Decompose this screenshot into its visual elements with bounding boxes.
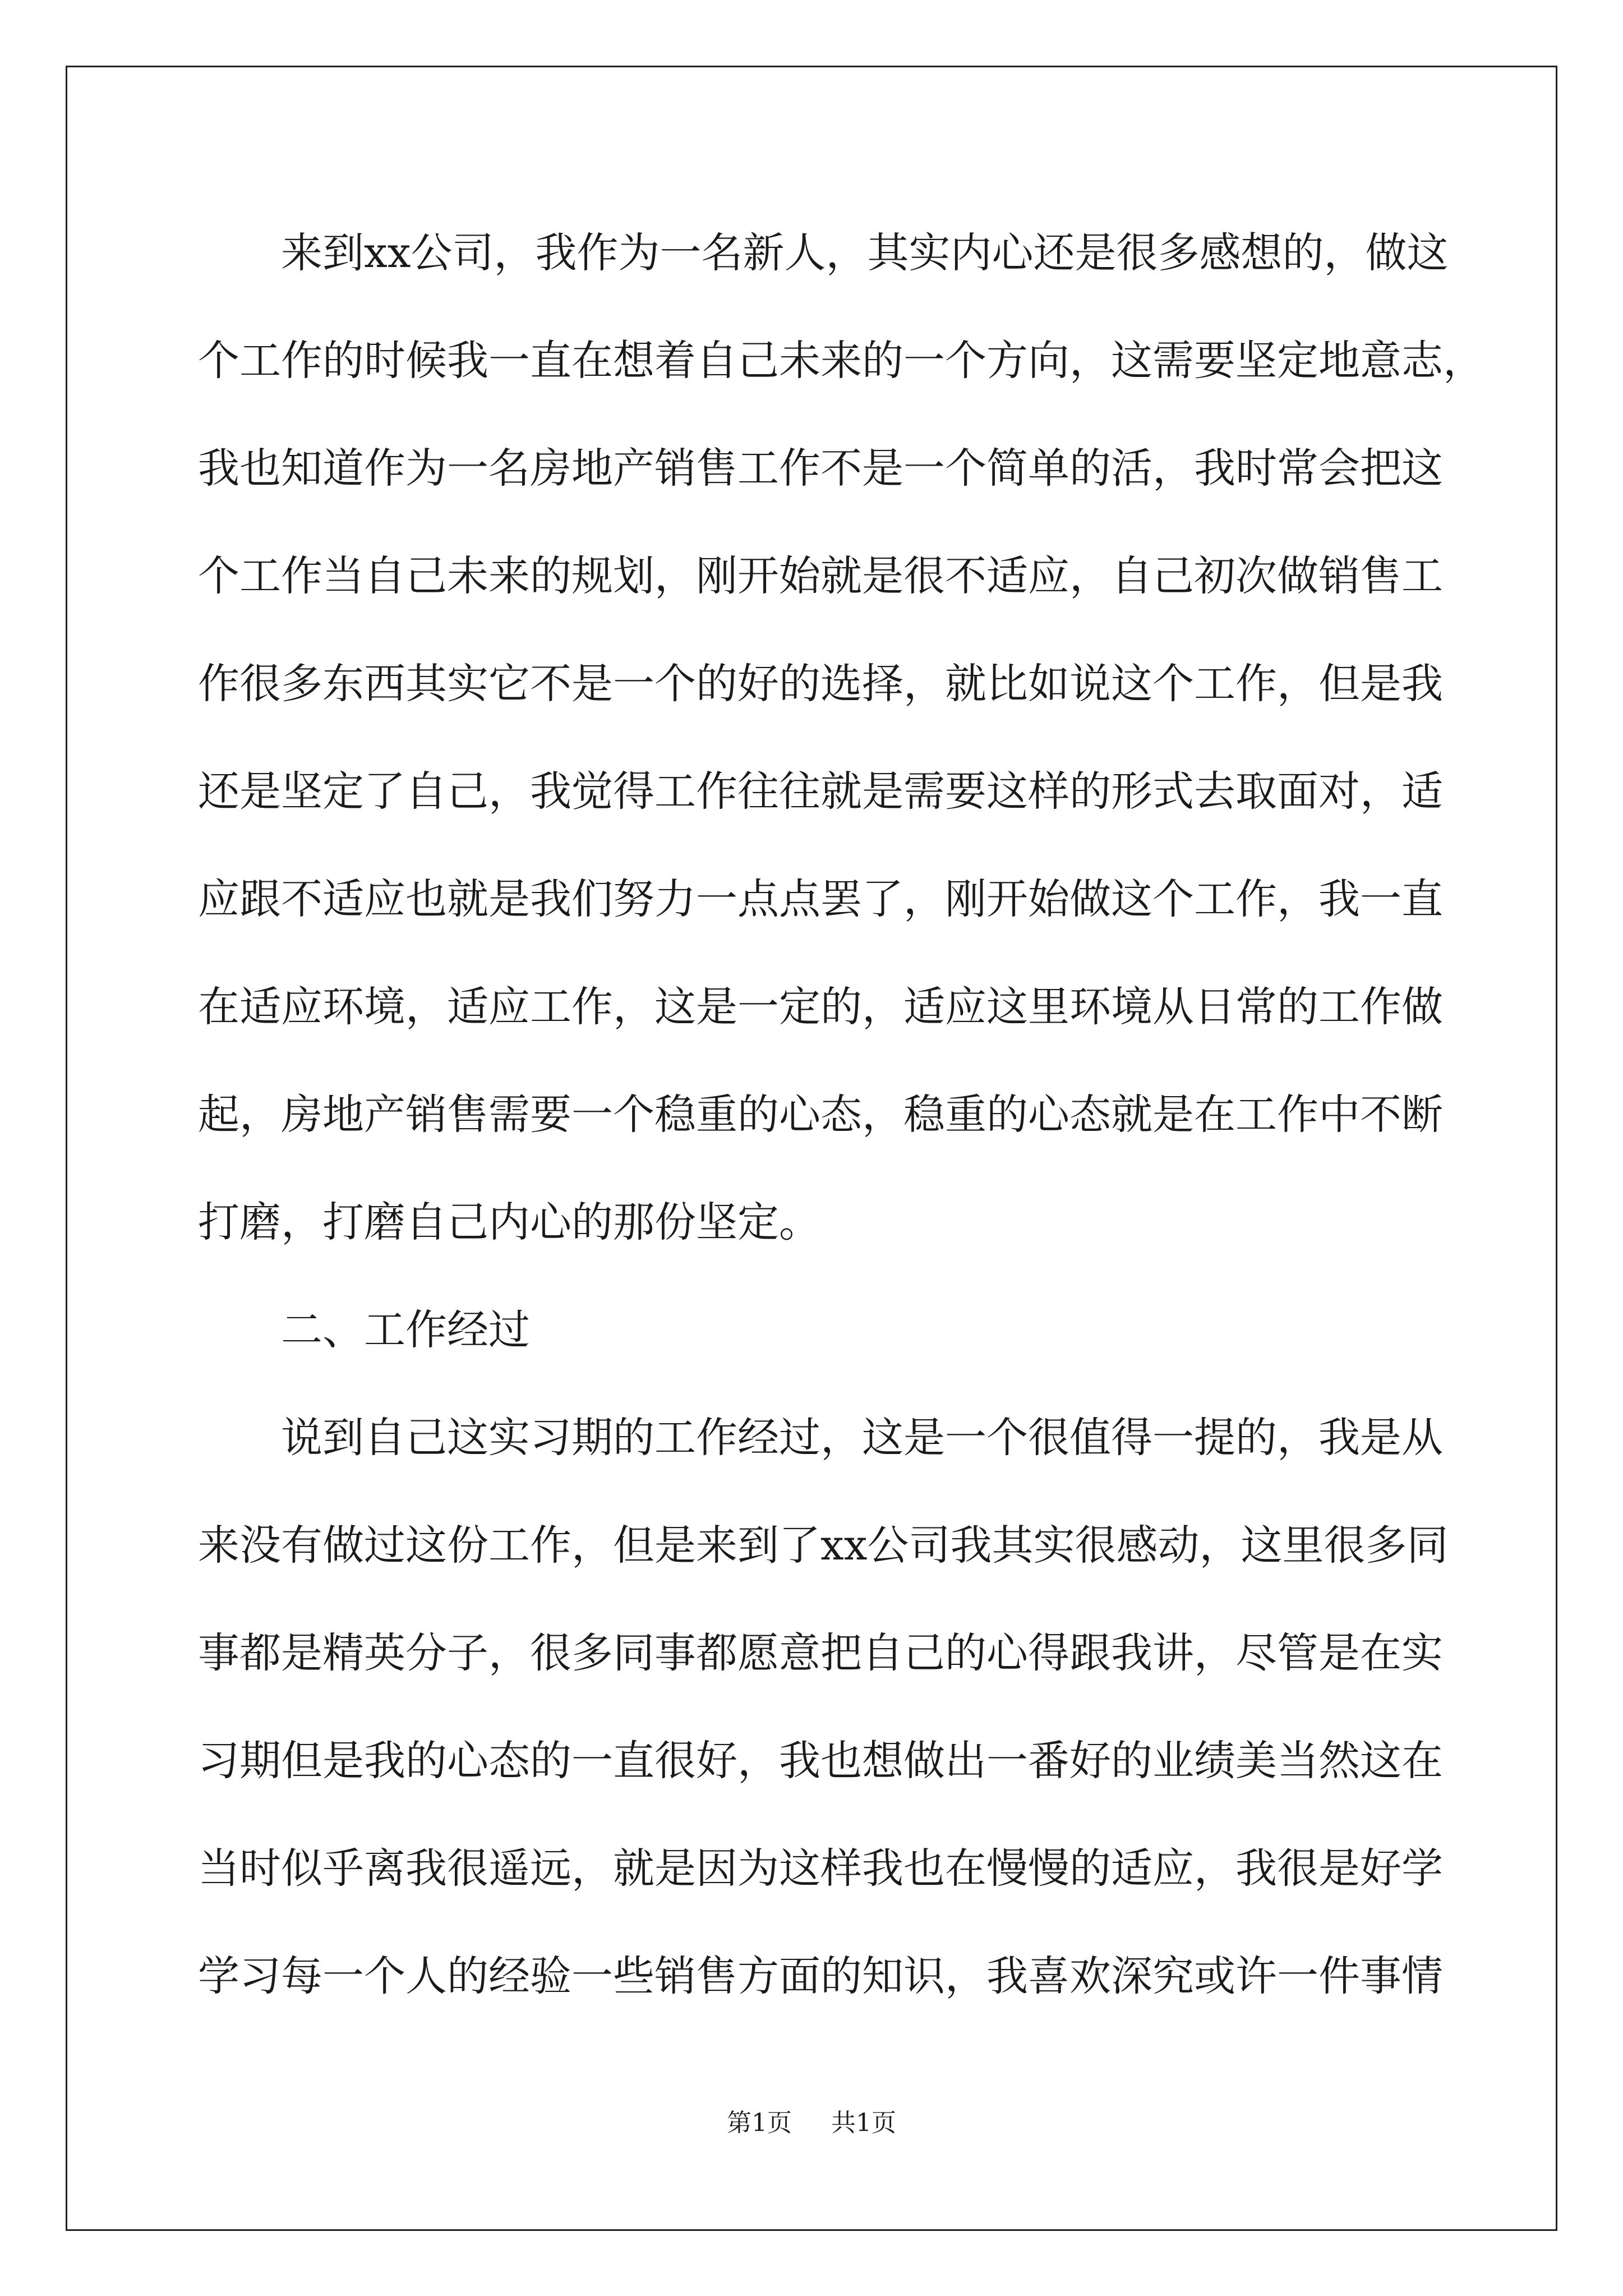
page-footer bbox=[0, 2102, 1623, 2138]
text-line: 个工作当自己未来的规划，刚开始就是很不适应，自己初次做销售工 bbox=[198, 552, 1443, 600]
text-line: 学习每一个人的经验一些销售方面的知识，我喜欢深究或许一件事情 bbox=[198, 1952, 1443, 2000]
text-line: 我也知道作为一名房地产销售工作不是一个简单的活，我时常会把这 bbox=[198, 444, 1443, 493]
text-line: 作很多东西其实它不是一个的好的选择，就比如说这个工作，但是我 bbox=[198, 660, 1443, 708]
text-line: 打磨，打磨自己内心的那份坚定。 bbox=[198, 1198, 820, 1246]
page-number: 第1页 bbox=[727, 2109, 792, 2137]
text-line: 还是坚定了自己，我觉得工作往往就是需要这样的形式去取面对，适 bbox=[198, 767, 1443, 816]
text-line: 应跟不适应也就是我们努力一点点罢了，刚开始做这个工作，我一直 bbox=[198, 875, 1443, 923]
text-line: 说到自己这实习期的工作经过，这是一个很值得一提的，我是从 bbox=[198, 1414, 1443, 1462]
text-line: 事都是精英分子，很多同事都愿意把自己的心得跟我讲，尽管是在实 bbox=[198, 1629, 1443, 1677]
section-heading: 二、工作经过 bbox=[198, 1306, 530, 1354]
text-line: 当时似乎离我很遥远，就是因为这样我也在慢慢的适应，我很是好学 bbox=[198, 1844, 1443, 1893]
text-line: 个工作的时候我一直在想着自己未来的一个方向，这需要坚定地意志， bbox=[198, 337, 1484, 385]
document-body bbox=[198, 199, 1484, 2030]
text-line: 在适应环境，适应工作，这是一定的，适应这里环境从日常的工作做 bbox=[198, 983, 1443, 1031]
text-line: 来没有做过这份工作，但是来到了xx公司我其实很感动，这里很多同 bbox=[198, 1521, 1449, 1570]
text-line: 来到xx公司，我作为一名新人，其实内心还是很多感想的，做这 bbox=[198, 229, 1449, 277]
page-total: 共1页 bbox=[831, 2109, 896, 2137]
text-line: 起，房地产销售需要一个稳重的心态，稳重的心态就是在工作中不断 bbox=[198, 1091, 1443, 1139]
text-line: 习期但是我的心态的一直很好，我也想做出一番好的业绩美当然这在 bbox=[198, 1737, 1443, 1785]
